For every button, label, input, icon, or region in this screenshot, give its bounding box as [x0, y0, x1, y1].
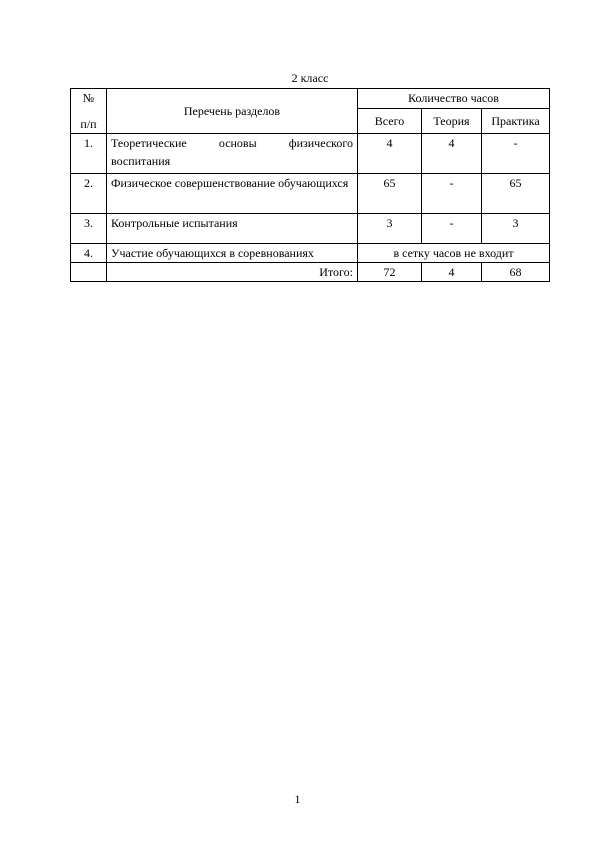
header-num-symbol: № — [82, 91, 95, 105]
table-row — [71, 244, 550, 263]
row-section-name: Теоретические основы физического воспитания — [107, 134, 358, 174]
row-theory: - — [422, 174, 482, 214]
row-theory: 4 — [422, 134, 482, 174]
header-num-abbr: п/п — [80, 117, 97, 131]
row-number: 3. — [71, 214, 107, 244]
row-practice: 65 — [482, 174, 550, 214]
row-number: 1. — [71, 134, 107, 174]
header-theory: Теория — [422, 109, 482, 134]
row-section-name: Участие обучающихся в соревнованиях — [107, 244, 358, 263]
footer-practice: 68 — [482, 263, 550, 282]
row-total: 4 — [358, 134, 422, 174]
footer-label: Итого: — [107, 263, 358, 282]
class-heading: 2 класс — [291, 71, 329, 85]
table-footer-row — [71, 263, 550, 282]
row-number: 2. — [71, 174, 107, 214]
footer-total: 72 — [358, 263, 422, 282]
table-row — [71, 174, 550, 214]
row-practice: - — [482, 134, 550, 174]
header-practice: Практика — [482, 109, 550, 134]
table-header-row — [71, 89, 550, 109]
row-section-name: Физическое совершенствование обучающихся — [107, 174, 358, 214]
table-row — [71, 134, 550, 174]
row-merged-note: в сетку часов не входит — [358, 244, 550, 263]
curriculum-table — [70, 88, 550, 282]
footer-empty-cell — [71, 263, 107, 282]
table-row — [71, 214, 550, 244]
header-num-cell — [71, 89, 107, 134]
row-practice: 3 — [482, 214, 550, 244]
header-hours-group: Количество часов — [358, 89, 550, 109]
row-total: 3 — [358, 214, 422, 244]
header-sections: Перечень разделов — [107, 89, 358, 134]
header-total: Всего — [358, 109, 422, 134]
footer-theory: 4 — [422, 263, 482, 282]
page-number: 1 — [294, 792, 301, 806]
row-theory: - — [422, 214, 482, 244]
row-section-name: Контрольные испытания — [107, 214, 358, 244]
row-number: 4. — [71, 244, 107, 263]
row-total: 65 — [358, 174, 422, 214]
